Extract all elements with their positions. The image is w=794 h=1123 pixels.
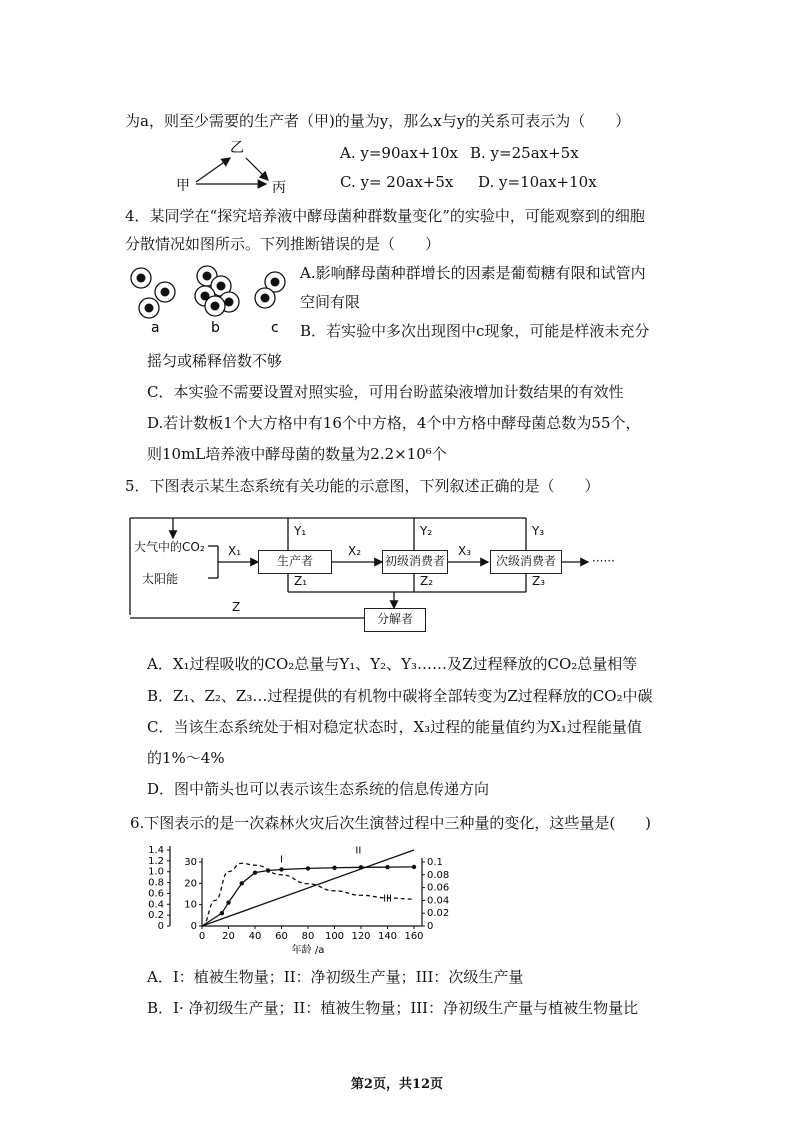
q5-label-x3: X₃ (458, 544, 472, 558)
outer-left-tick-label: 1.2 (148, 855, 164, 867)
q3-node-top: 乙 (230, 140, 244, 156)
q6-option-b: B．I· 净初级生产量；II：植被生物量；III：净初级生产量与植被生物量比 (147, 999, 639, 1017)
series-I-point (412, 865, 416, 869)
right-tick-label: 0.1 (427, 857, 443, 868)
q6-option-a: A．I：植被生物量；II：净初级生产量；III：次级生产量 (147, 968, 524, 986)
series-II-label: II (355, 845, 362, 857)
x-tick-label: 140 (377, 931, 398, 942)
q5-ecosystem-diagram (128, 510, 648, 635)
x-tick-label: 0 (198, 931, 206, 942)
q5-option-b: B．Z₁、Z₂、Z₃…过程提供的有机物中碳将全部转变为Z过程释放的CO₂中碳 (147, 687, 653, 705)
right-tick-label: 0.08 (427, 869, 450, 881)
inner-left-tick-label: 20 (184, 878, 197, 890)
outer-left-tick-label: 0.4 (148, 899, 164, 911)
q5-atmosphere-co2: 大气中的CO₂ (134, 540, 205, 554)
inner-left-tick-label: 10 (184, 899, 197, 911)
right-tick-label: 0 (427, 921, 434, 932)
series-II-line (202, 850, 414, 926)
q4-option-c: C．本实验不需要设置对照实验，可用台盼蓝染液增加计数结果的有效性 (147, 383, 624, 401)
q3-node-right: 丙 (272, 180, 286, 196)
outer-left-tick-label: 0.6 (148, 888, 164, 900)
page-footer: 第2页，共12页 (350, 1077, 444, 1092)
q3-option-d: D. y=10ax+10x (478, 173, 597, 191)
q6-succession-chart (132, 840, 452, 955)
q5-option-a: A．X₁过程吸收的CO₂总量与Y₁、Y₂、Y₃……及Z过程释放的CO₂总量相等 (147, 655, 638, 673)
series-I-point (279, 867, 283, 871)
right-tick-label: 0.04 (427, 895, 450, 907)
q4-option-a-line2: 空间有限 (300, 293, 361, 311)
q5-stem: 5．下图表示某生态系统有关功能的示意图，下列叙述正确的是（ ） (125, 477, 600, 495)
x-tick-label: 20 (222, 931, 235, 942)
q5-dots: ······ (592, 554, 615, 568)
inner-left-tick-label: 0 (190, 921, 197, 932)
q5-label-z2: Z₂ (420, 574, 434, 588)
x-tick-label: 160 (404, 931, 424, 942)
inner-left-tick-label: 30 (184, 857, 197, 868)
q5-label-x2: X₂ (348, 544, 362, 558)
series-I-point (253, 870, 257, 874)
outer-left-tick-label: 0 (157, 921, 164, 932)
q5-label-y2: Y₂ (420, 524, 433, 538)
right-tick-label: 0.06 (427, 882, 450, 894)
q3-food-web-diagram (168, 138, 298, 198)
x-axis-label: 年龄 /a (291, 945, 325, 955)
right-tick-label: 0.02 (427, 908, 450, 920)
q5-label-x1: X₁ (228, 544, 242, 558)
x-tick-label: 100 (324, 931, 345, 942)
q5-option-c-line2: 的1%～4% (147, 749, 225, 767)
q4-cell-label-a: a (151, 320, 160, 336)
q5-primary-consumer-box: 初级消费者 (382, 550, 448, 574)
outer-left-tick-label: 1.4 (148, 845, 164, 856)
x-tick-label: 120 (351, 931, 371, 942)
q3-option-a: A. y=90ax+10x (340, 144, 459, 162)
q5-label-z1: Z₁ (294, 574, 308, 588)
q5-decomposer-box: 分解者 (364, 608, 426, 632)
q3-stem-tail: 为a，则至少需要的生产者（甲)的量为y，那么x与y的关系可表示为（ ） (125, 112, 631, 130)
series-I-point (240, 881, 244, 885)
q5-label-y3: Y₃ (532, 524, 545, 538)
q3-option-b: B. y=25ax+5x (470, 144, 579, 162)
outer-left-tick-label: 0.2 (148, 910, 164, 922)
x-tick-label: 40 (248, 931, 262, 942)
x-tick-label: 60 (275, 931, 288, 942)
series-I-point (306, 866, 310, 870)
q5-secondary-consumer-box: 次级消费者 (490, 550, 562, 574)
q4-stem-line2: 分散情况如图所示。下列推断错误的是（ ） (125, 235, 441, 253)
q4-cell-label-c: c (271, 320, 279, 336)
q5-label-y1: Y₁ (294, 524, 307, 538)
q4-stem-line1: 4．某同学在“探究培养液中酵母菌种群数量变化”的实验中，可能观察到的细胞 (125, 207, 645, 225)
series-I-point (226, 900, 230, 904)
outer-left-tick-label: 0.8 (148, 877, 164, 889)
series-I-point (332, 866, 336, 870)
q5-option-d: D．图中箭头也可以表示该生态系统的信息传递方向 (147, 780, 490, 798)
q4-cell-label-b: b (211, 320, 220, 336)
q4-yeast-cells-figure (125, 262, 300, 337)
series-I-point (385, 865, 389, 869)
q6-stem: 6.下图表示的是一次森林火灾后次生演替过程中三种量的变化，这些量是( ) (130, 814, 652, 832)
q4-option-a-line1: A.影响酵母菌种群增长的因素是葡萄糖有限和试管内 (300, 264, 646, 282)
q4-option-d-line1: D.若计数板1个大方格中有16个中方格，4个中方格中酵母菌总数为55个， (147, 414, 641, 432)
series-III-label: III (383, 893, 392, 905)
q5-option-c-line1: C．当该生态系统处于相对稳定状态时，X₃过程的能量值约为X₁过程能量值 (147, 718, 642, 736)
q5-label-z3: Z₃ (532, 574, 546, 588)
q4-option-b-line1: B．若实验中多次出现图中c现象，可能是样液未充分 (300, 322, 650, 340)
q4-option-b-line2: 摇匀或稀释倍数不够 (147, 352, 283, 370)
outer-left-tick-label: 1.0 (148, 866, 164, 878)
q5-producer-box: 生产者 (258, 550, 332, 574)
series-I-point (220, 911, 224, 915)
q4-option-d-line2: 则10mL培养液中酵母菌的数量为2.2×10⁶个 (147, 445, 447, 463)
x-tick-label: 80 (301, 931, 315, 942)
q5-solar-energy: 太阳能 (142, 572, 179, 586)
q3-node-left: 甲 (176, 178, 190, 194)
q3-option-c: C. y= 20ax+5x (340, 173, 454, 191)
q5-label-z: Z (232, 600, 241, 614)
series-I-label: I (280, 854, 283, 866)
